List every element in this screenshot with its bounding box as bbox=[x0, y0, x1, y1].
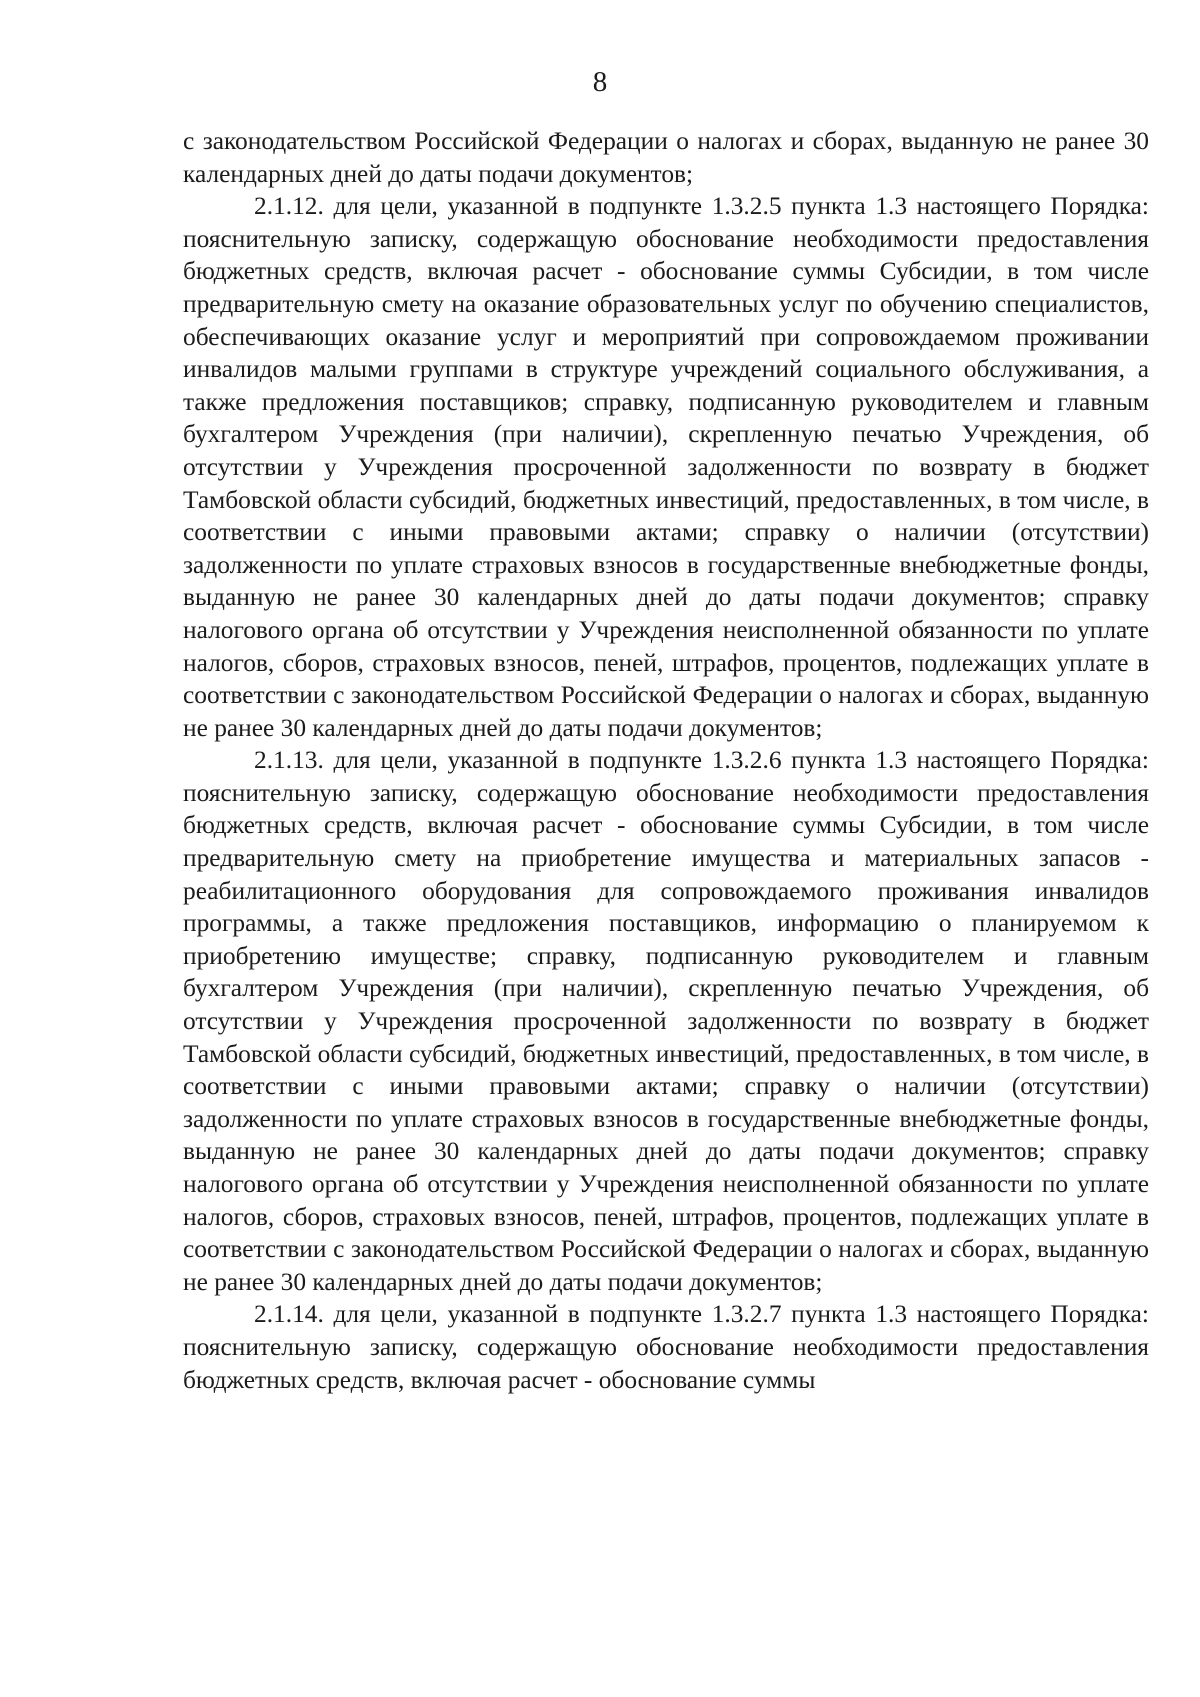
paragraph-continuation: с законодательством Российской Федерации о налогах и сборах, выданную не ранее 30 календарных дней до даты подачи документов; bbox=[183, 127, 1149, 188]
page-number: 8 bbox=[592, 66, 608, 98]
paragraph-2-1-12: 2.1.12. для цели, указанной в подпункте 1.3.2.5 пункта 1.3 настоящего Порядка: пояснительную записку, содержащую обоснование необходимости предоставления бюджетных средств, включая расчет - обоснование суммы Субсидии, в том числе предварительную смету на оказание образовательных услуг по обучению специалистов, обеспечивающих оказание услуг и мероприятий при сопровождаемом проживании инвалидов малыми группами в структуре учреждений социального обслуживания, а также предложения поставщиков; справку, подписанную руководителем и главным бухгалтером Учреждения (при наличии), скрепленную печатью Учреждения, об отсутствии у Учреждения просроченной задолженности по возврату в бюджет Тамбовской области субсидий, бюджетных инвестиций, предоставленных, в том числе, в соответствии с иными правовыми актами; справку о наличии (отсутствии) задолженности по уплате страховых взносов в государственные внебюджетные фонды, выданную не ранее 30 календарных дней до даты подачи документов; справку налогового органа об отсутствии у Учреждения неисполненной обязанности по уплате налогов, сборов, страховых взносов, пеней, штрафов, процентов, подлежащих уплате в соответствии с законодательством Российской Федерации о налогах и сборах, выданную не ранее 30 календарных дней до даты подачи документов; bbox=[183, 192, 1149, 742]
paragraph-2-1-14: 2.1.14. для цели, указанной в подпункте 1.3.2.7 пункта 1.3 настоящего Порядка: пояснительную записку, содержащую обоснование необходимости предоставления бюджетных средств, включая расчет - обоснование суммы bbox=[183, 1300, 1149, 1394]
paragraph-2-1-13: 2.1.13. для цели, указанной в подпункте 1.3.2.6 пункта 1.3 настоящего Порядка: пояснительную записку, содержащую обоснование необходимости предоставления бюджетных средств, включая расчет - обоснование суммы Субсидии, в том числе предварительную смету на приобретение имущества и материальных запасов - реабилитационного оборудования для сопровождаемого проживания инвалидов программы, а также предложения поставщиков, информацию о планируемом к приобретению имуществе; справку, подписанную руководителем и главным бухгалтером Учреждения (при наличии), скрепленную печатью Учреждения, об отсутствии у Учреждения просроченной задолженности по возврату в бюджет Тамбовской области субсидий, бюджетных инвестиций, предоставленных, в том числе, в соответствии с иными правовыми актами; справку о наличии (отсутствии) задолженности по уплате страховых взносов в государственные внебюджетные фонды, выданную не ранее 30 календарных дней до даты подачи документов; справку налогового органа об отсутствии у Учреждения неисполненной обязанности по уплате налогов, сборов, страховых взносов, пеней, штрафов, процентов, подлежащих уплате в соответствии с законодательством Российской Федерации о налогах и сборах, выданную не ранее 30 календарных дней до даты подачи документов; bbox=[183, 746, 1149, 1296]
document-body bbox=[183, 125, 1149, 1396]
